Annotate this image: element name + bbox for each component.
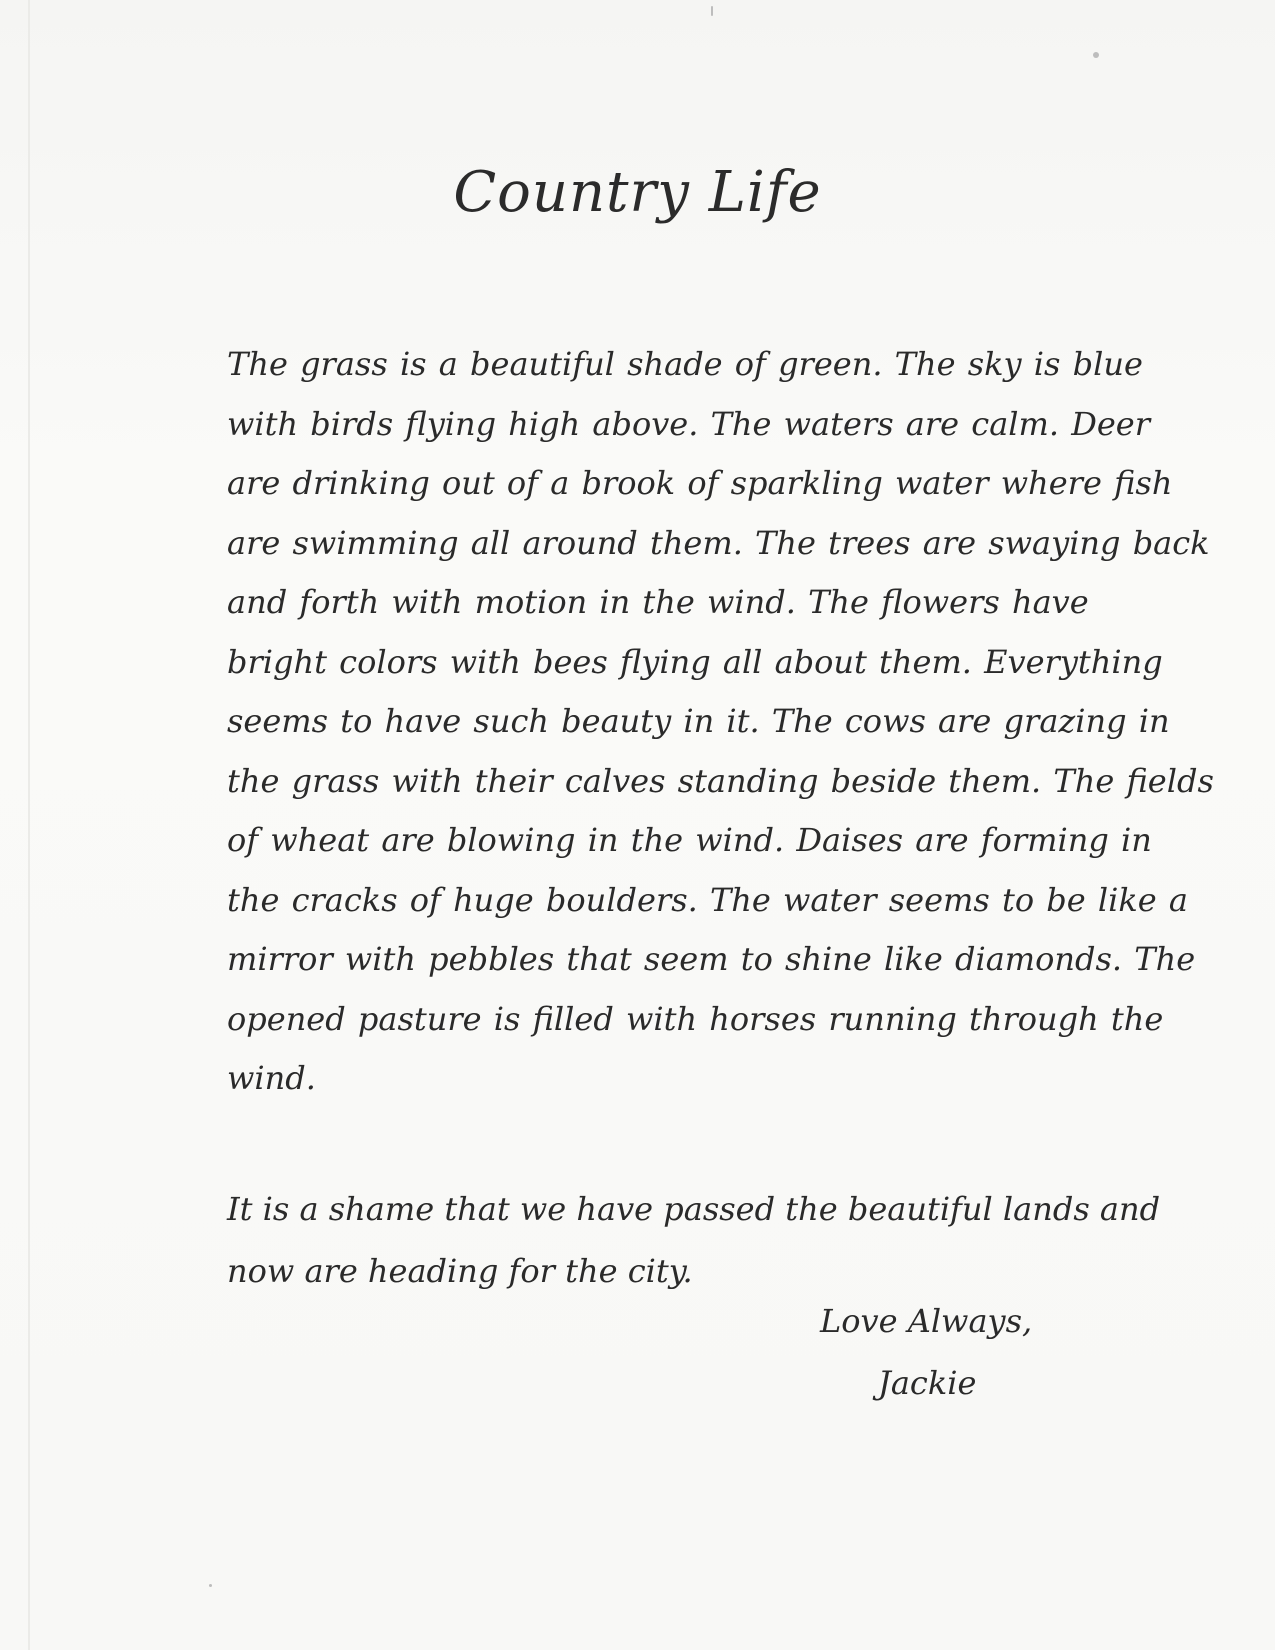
body-line: the grass with their calves standing beside them. The fields bbox=[227, 761, 1214, 800]
body-line: mirror with pebbles that seem to shine like diamonds. The bbox=[227, 940, 1196, 978]
body-line: seems to have such beauty in it. The cows are grazing in bbox=[227, 702, 1170, 740]
body-line: the cracks of huge boulders. The water seems to be like a bbox=[227, 880, 1188, 919]
body-line: of wheat are blowing in the wind. Daises are forming in bbox=[227, 821, 1152, 859]
body-paragraph bbox=[227, 335, 1214, 1109]
closing-paragraph bbox=[227, 1178, 1161, 1302]
body-line: bright colors with bees flying all about them. Everything bbox=[227, 642, 1163, 681]
body-line: are drinking out of a brook of sparkling water where fish bbox=[227, 464, 1173, 502]
closing-line: It is a shame that we have passed the beautiful lands and bbox=[227, 1190, 1161, 1228]
page-edge bbox=[28, 0, 30, 1650]
document-title: Country Life bbox=[453, 160, 822, 225]
body-line: wind. bbox=[227, 1059, 316, 1097]
paper-speck bbox=[209, 1584, 212, 1587]
closing-line: now are heading for the city. bbox=[227, 1252, 693, 1290]
paper-speck bbox=[711, 6, 713, 16]
paper-speck bbox=[1093, 52, 1099, 58]
body-line: with birds flying high above. The waters are calm. Deer bbox=[227, 404, 1151, 443]
body-line: are swimming all around them. The trees are swaying back bbox=[227, 523, 1210, 562]
signature: Jackie bbox=[878, 1364, 977, 1402]
body-line: and forth with motion in the wind. The flowers have bbox=[227, 583, 1089, 621]
valediction: Love Always, bbox=[820, 1302, 1033, 1340]
body-line: The grass is a beautiful shade of green. The sky is blue bbox=[227, 345, 1143, 383]
signoff bbox=[820, 1290, 1060, 1414]
body-line: opened pasture is filled with horses running through the bbox=[227, 999, 1164, 1038]
